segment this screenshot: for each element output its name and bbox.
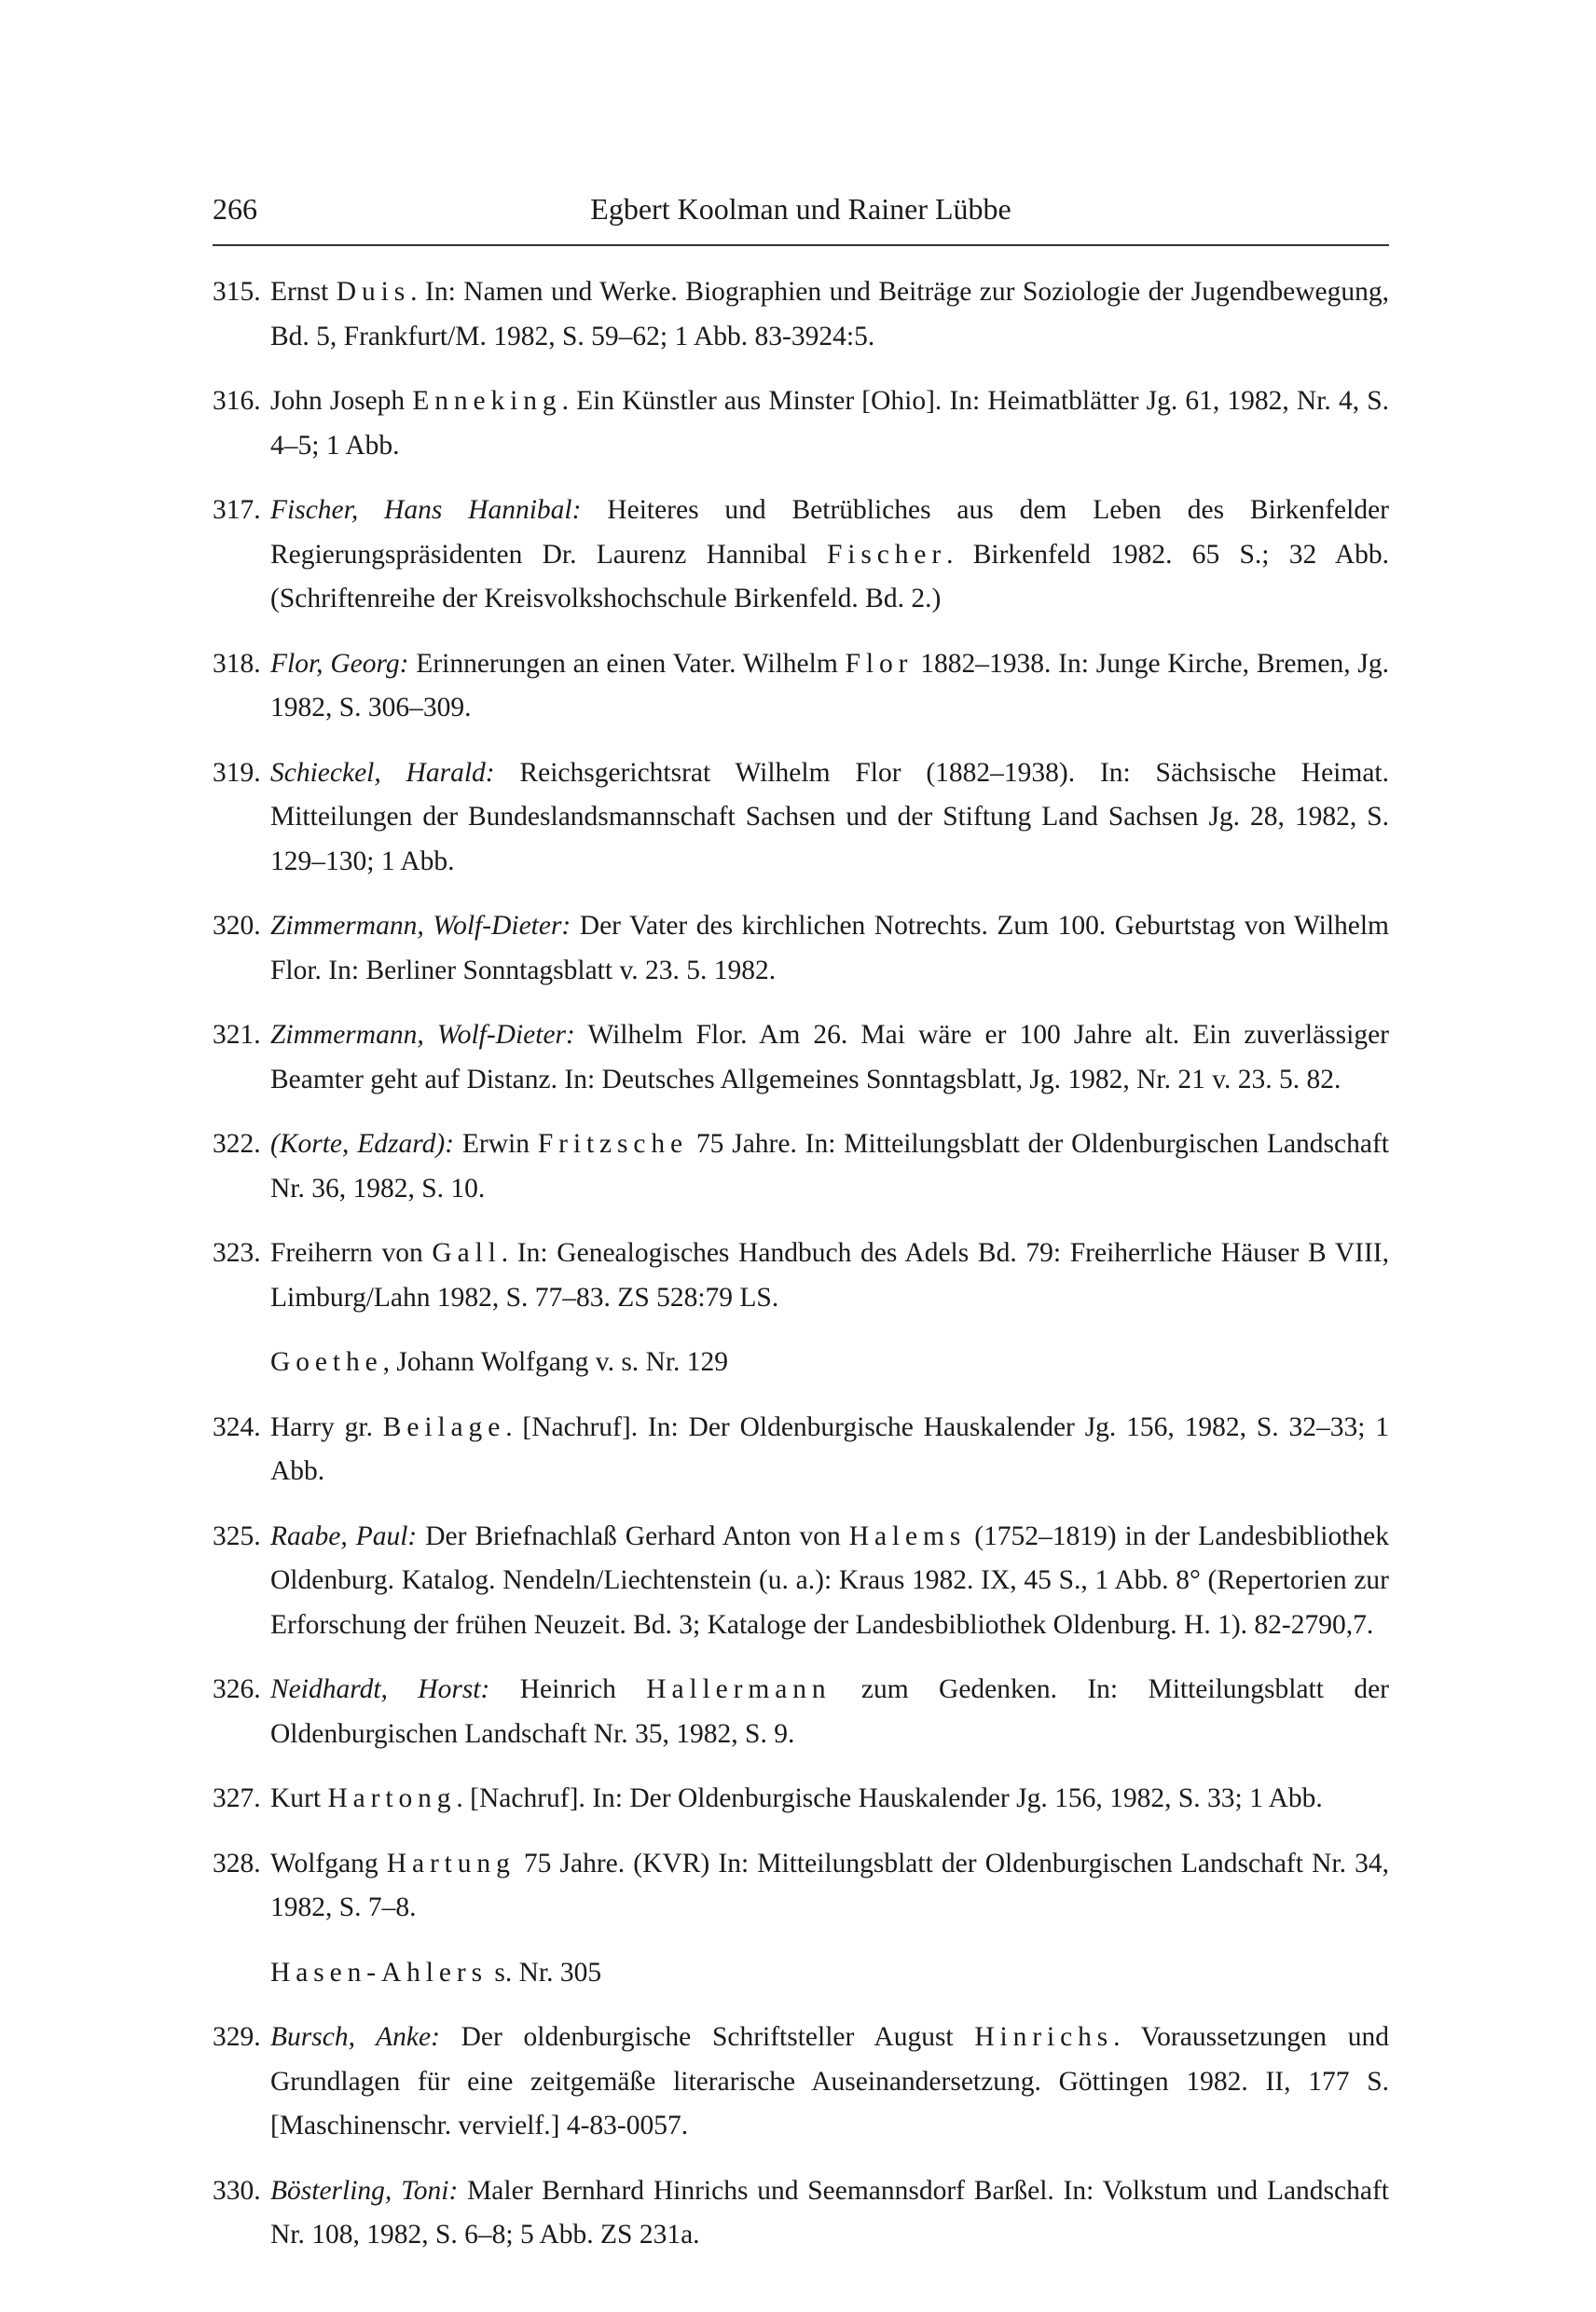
bibliography-entry — [213, 904, 1389, 993]
entry-subject-name: Hinrichs — [974, 2022, 1114, 2052]
entry-number: 323. — [213, 1238, 261, 1268]
entry-text — [270, 495, 1389, 613]
entry-subject-name: Goethe — [270, 1347, 383, 1377]
entry-text — [270, 1783, 1323, 1813]
entry-subject-name: Halems — [848, 1521, 967, 1551]
entry-suffix: 75 Jahre. In: Mitteilungsblatt der Oldenburgischen Landschaft Nr. 36, 1982, S. 10. — [270, 1129, 1389, 1204]
entry-body: Erinnerungen an einen Vater. Wilhelm — [408, 648, 846, 679]
bibliography-entry — [213, 1232, 1389, 1320]
entry-number: 329. — [213, 2022, 261, 2052]
entry-body: . [Nachruf]. In: Der Oldenburgische Hauskalender Jg. 156, 1982, S. 33; 1 Abb. — [456, 1783, 1323, 1813]
entry-text — [270, 1674, 1389, 1749]
entry-prefix: Kurt — [270, 1783, 328, 1813]
entry-prefix: Wolfgang — [270, 1848, 387, 1878]
entry-text — [270, 1347, 728, 1377]
bibliography-entry — [213, 270, 1389, 359]
entry-body: 75 Jahre. (KVR) In: Mitteilungsblatt der Oldenburgischen Landschaft Nr. 34, 1982, S. 7–8. — [270, 1848, 1389, 1922]
entry-suffix: (1752–1819) in der Landesbibliothek Oldenburg. Katalog. Nendeln/Liechtenstein (u. a.): Kraus 1982. IX, 45 S., 1 Abb. 8° (Repertorien zur Erforschung der frühen Neuzeit. Bd. 3; Kataloge der Landesbibliothek Oldenburg. H. 1). 82-2790,7. — [270, 1521, 1390, 1640]
entry-number: 318. — [213, 648, 261, 679]
entry-subject-name: Hasen-Ahlers — [270, 1957, 488, 1988]
entry-subject-name: Hartong — [327, 1783, 457, 1813]
entry-number: 320. — [213, 911, 261, 941]
bibliography-list — [213, 270, 1389, 2278]
entry-text — [270, 1238, 1389, 1313]
bibliography-entry — [213, 2016, 1389, 2149]
entry-suffix: zum Gedenken. In: Mitteilungsblatt der Oldenburgischen Landschaft Nr. 35, 1982, S. 9. — [270, 1674, 1389, 1749]
entry-text — [270, 277, 1389, 351]
bibliography-entry — [213, 1668, 1389, 1756]
entry-author: Bursch, Anke: — [270, 2022, 440, 2052]
cross-reference-entry — [213, 1341, 1389, 1385]
entry-body: . [Nachruf]. In: Der Oldenburgische Hauskalender Jg. 156, 1982, S. 32–33; 1 Abb. — [270, 1411, 1389, 1486]
running-title: Egbert Koolman und Rainer Lübbe — [590, 192, 1011, 226]
entry-suffix: . Voraussetzungen und Grundlagen für eine zeitgemäße literarische Auseinandersetzung. Göttingen 1982. II, 177 S. [Maschinenschr. vervielf.] 4-83-0057. — [270, 2022, 1389, 2140]
entry-prefix: Freiherrn von — [270, 1238, 433, 1268]
entry-subject-name: Beilage — [382, 1411, 506, 1442]
entry-body: Heiteres und Betrübliches aus dem Leben des Birkenfelder Regierungspräsidenten Dr. Laurenz Hannibal — [270, 495, 1389, 570]
entry-text — [270, 1129, 1389, 1204]
bibliography-entry — [213, 2169, 1389, 2258]
entry-text — [270, 386, 1389, 461]
cross-reference-entry — [213, 1951, 1389, 1996]
entry-author: (Korte, Edzard): — [270, 1129, 455, 1159]
entry-body: . Ein Künstler aus Minster [Ohio]. In: Heimatblätter Jg. 61, 1982, Nr. 4, S. 4–5; 1 Abb. — [270, 386, 1389, 461]
entry-suffix: . Birkenfeld 1982. 65 S.; 32 Abb. (Schriftenreihe der Kreisvolkshochschule Birkenfeld. Bd. 2.) — [270, 539, 1389, 613]
entry-author: Bösterling, Toni: — [270, 2175, 459, 2206]
header-rule — [213, 244, 1389, 246]
entry-number: 330. — [213, 2175, 261, 2206]
entry-text — [270, 1020, 1389, 1094]
entry-body: Heinrich — [489, 1674, 647, 1704]
page-number: 266 — [213, 192, 257, 226]
entry-text — [270, 649, 1389, 723]
entry-prefix: Ernst — [270, 277, 337, 307]
entry-subject-name: Enneking — [412, 386, 562, 416]
entry-number: 328. — [213, 1848, 261, 1878]
entry-author: Flor, Georg: — [270, 648, 409, 679]
entry-body: . In: Genealogisches Handbuch des Adels Bd. 79: Freiherrliche Häuser B VIII, Limburg/Lahn 1982, S. 77–83. ZS 528:79 LS. — [270, 1238, 1389, 1313]
entry-suffix: 1882–1938. In: Junge Kirche, Bremen, Jg. 1982, S. 306–309. — [270, 648, 1389, 722]
entry-author: Zimmermann, Wolf-Dieter: — [270, 1020, 575, 1050]
entry-number: 325. — [213, 1521, 261, 1551]
entry-subject-name: Fritzsche — [537, 1129, 689, 1159]
entry-text — [270, 2176, 1389, 2250]
bibliography-entry — [213, 489, 1389, 622]
entry-number: 327. — [213, 1783, 261, 1813]
bibliography-entry — [213, 642, 1389, 731]
entry-text — [270, 911, 1389, 985]
entry-body: , Johann Wolfgang v. s. Nr. 129 — [382, 1347, 729, 1377]
entry-body: Maler Bernhard Hinrichs und Seemannsdorf Barßel. In: Volkstum und Landschaft Nr. 108, 1982, S. 6–8; 5 Abb. ZS 231a. — [270, 2175, 1389, 2250]
entry-number: 324. — [213, 1411, 261, 1442]
entry-body: Erwin — [454, 1129, 538, 1159]
entry-author: Raabe, Paul: — [270, 1521, 418, 1551]
entry-text — [270, 2022, 1389, 2140]
bibliography-entry — [213, 1406, 1389, 1494]
entry-number: 319. — [213, 757, 261, 788]
entry-text — [270, 758, 1389, 876]
entry-author: Fischer, Hans Hannibal: — [270, 495, 582, 525]
bibliography-entry — [213, 379, 1389, 468]
entry-body: s. Nr. 305 — [488, 1957, 602, 1988]
page-header — [213, 186, 1389, 239]
entry-subject-name: Hartung — [386, 1848, 516, 1878]
entry-number: 316. — [213, 386, 261, 416]
entry-number: 326. — [213, 1674, 261, 1704]
bibliography-entry — [213, 1013, 1389, 1102]
bibliography-entry — [213, 751, 1389, 885]
entry-author: Zimmermann, Wolf-Dieter: — [270, 911, 571, 941]
bibliography-entry — [213, 1842, 1389, 1931]
entry-text — [270, 1412, 1389, 1487]
entry-body: Der oldenburgische Schriftsteller August — [439, 2022, 975, 2052]
entry-subject-name: Duis — [336, 277, 411, 307]
entry-author: Neidhardt, Horst: — [270, 1674, 490, 1704]
entry-text — [270, 1849, 1389, 1923]
entry-body: . In: Namen und Werke. Biographien und Beiträge zur Soziologie der Jugendbewegung, Bd. 5, Frankfurt/M. 1982, S. 59–62; 1 Abb. 83-3924:5. — [270, 277, 1389, 351]
bibliography-entry — [213, 1515, 1389, 1648]
entry-prefix: Harry gr. — [270, 1411, 383, 1442]
entry-prefix: John Joseph — [270, 386, 413, 416]
entry-body: Wilhelm Flor. Am 26. Mai wäre er 100 Jahre alt. Ein zuverlässiger Beamter geht auf Distanz. In: Deutsches Allgemeines Sonntagsblatt, Jg. 1982, Nr. 21 v. 23. 5. 82. — [270, 1020, 1389, 1094]
entry-subject-name: Fischer — [826, 539, 947, 570]
entry-body: Der Vater des kirchlichen Notrechts. Zum 100. Geburtstag von Wilhelm Flor. In: Berliner Sonntagsblatt v. 23. 5. 1982. — [270, 911, 1390, 985]
entry-number: 317. — [213, 495, 261, 525]
entry-subject-name: Hallermann — [646, 1674, 832, 1704]
entry-author: Schieckel, Harald: — [270, 757, 495, 788]
entry-number: 321. — [213, 1020, 261, 1050]
bibliography-entry — [213, 1777, 1389, 1822]
entry-text — [270, 1521, 1389, 1640]
bibliography-entry — [213, 1122, 1389, 1211]
entry-body: Reichsgerichtsrat Wilhelm Flor (1882–1938). In: Sächsische Heimat. Mitteilungen der Bundeslandsmannschaft Sachsen und der Stiftung Land Sachsen Jg. 28, 1982, S. 129–130; 1 Abb. — [270, 757, 1389, 876]
entry-number: 322. — [213, 1129, 261, 1159]
entry-number: 315. — [213, 277, 261, 307]
entry-text — [270, 1958, 601, 1988]
entry-body: Der Briefnachlaß Gerhard Anton von — [417, 1521, 849, 1551]
entry-subject-name: Flor — [845, 648, 914, 679]
entry-subject-name: Gall — [432, 1238, 502, 1268]
